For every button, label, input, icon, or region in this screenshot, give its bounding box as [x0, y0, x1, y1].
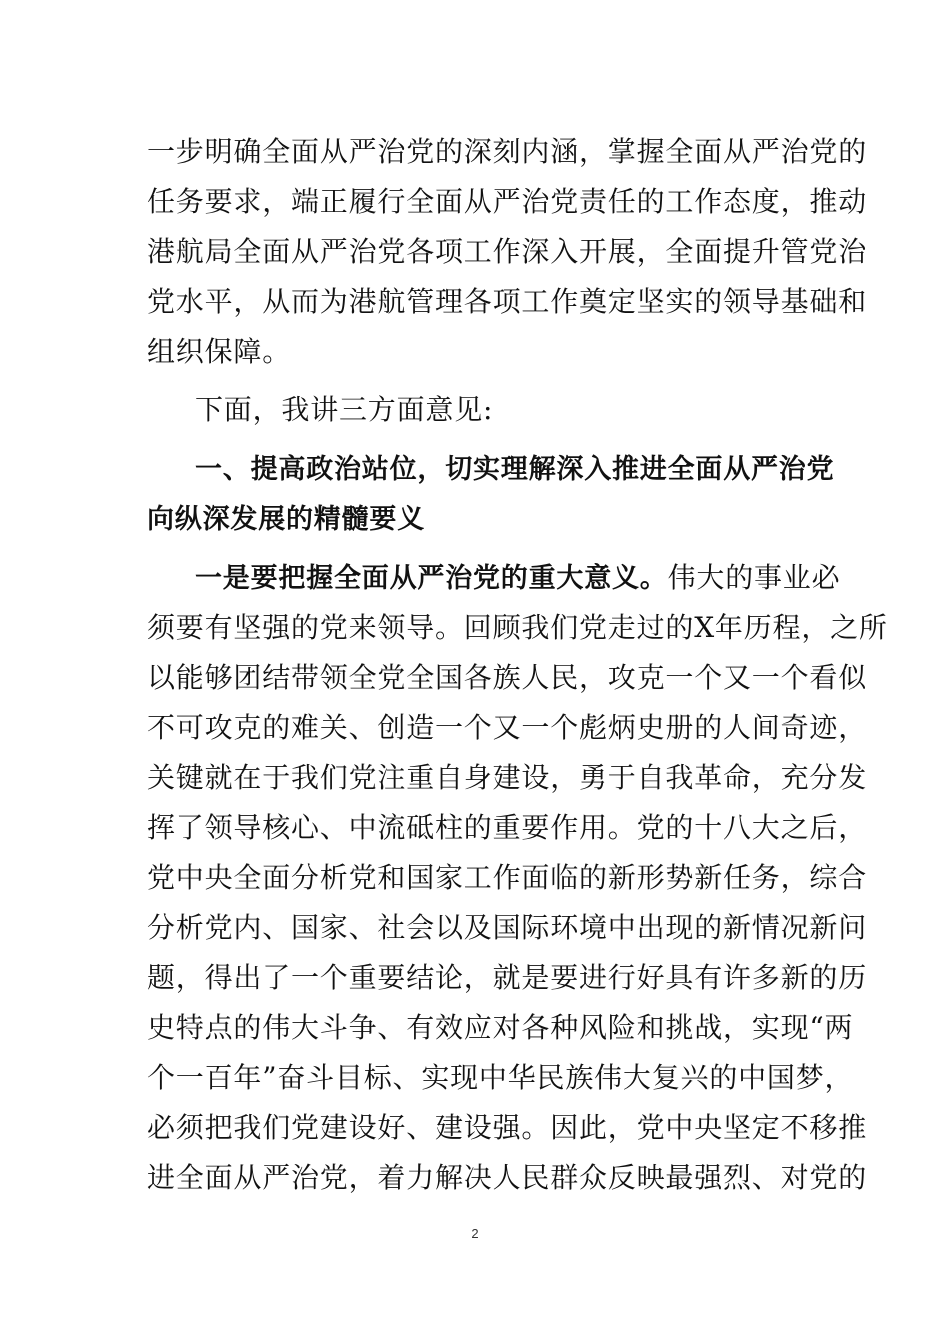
- paragraph-line: 党中央全面分析党和国家工作面临的新形势新任务，综合: [147, 861, 868, 894]
- paragraph-line: 组织保障。: [147, 335, 292, 368]
- paragraph-line: 不可攻克的难关、创造一个又一个彪炳史册的人间奇迹，: [147, 711, 868, 744]
- section-heading-line: 向纵深发展的精髓要义: [147, 504, 425, 535]
- paragraph-line: 个一百年”奋斗目标、实现中华民族伟大复兴的中国梦，: [147, 1061, 854, 1094]
- paragraph-line: 港航局全面从严治党各项工作深入开展，全面提升管党治: [147, 235, 868, 268]
- paragraph-line: 党水平，从而为港航管理各项工作奠定坚实的领导基础和: [147, 285, 868, 318]
- paragraph-line: 以能够团结带领全党全国各族人民，攻克一个又一个看似: [147, 661, 868, 694]
- section-heading-line: 一、提高政治站位，切实理解深入推进全面从严治党: [195, 454, 835, 485]
- point-lead-bold: 一是要把握全面从严治党的重大意义。: [195, 563, 668, 594]
- paragraph-line: 须要有坚强的党来领导。回顾我们党走过的X年历程，之所: [147, 611, 888, 644]
- point-lead-rest: 伟大的事业必: [667, 561, 841, 594]
- paragraph-intro: 下面，我讲三方面意见:: [195, 393, 494, 426]
- paragraph-line: 分析党内、国家、社会以及国际环境中出现的新情况新问: [147, 911, 868, 944]
- paragraph-line: 一步明确全面从严治党的深刻内涵，掌握全面从严治党的: [147, 135, 868, 168]
- page-number: 2: [471, 1226, 479, 1241]
- paragraph-line: 任务要求，端正履行全面从严治党责任的工作态度，推动: [147, 185, 868, 218]
- paragraph-line: 挥了领导核心、中流砥柱的重要作用。党的十八大之后，: [147, 811, 868, 844]
- paragraph-line: 必须把我们党建设好、建设强。因此，党中央坚定不移推: [147, 1111, 868, 1144]
- paragraph-line: 题，得出了一个重要结论，就是要进行好具有许多新的历: [147, 961, 868, 994]
- paragraph-line: 史特点的伟大斗争、有效应对各种风险和挑战，实现“两: [147, 1011, 854, 1044]
- paragraph-line: 进全面从严治党，着力解决人民群众反映最强烈、对党的: [147, 1161, 868, 1194]
- paragraph-line: 关键就在于我们党注重自身建设，勇于自我革命，充分发: [147, 761, 868, 794]
- paragraph-first-line: [195, 553, 840, 603]
